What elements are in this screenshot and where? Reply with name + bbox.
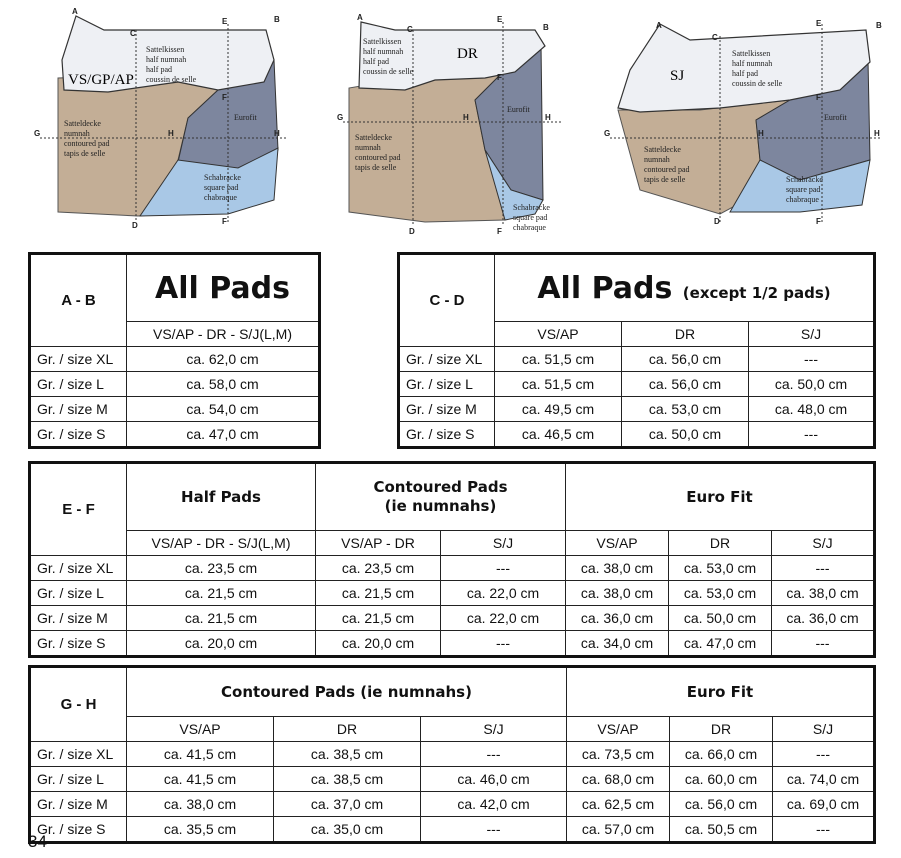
top-label-2: half numnah xyxy=(363,47,404,56)
contoured-label-1: Satteldecke xyxy=(644,145,681,154)
table-g-h xyxy=(28,665,876,844)
point-c: C xyxy=(712,33,718,42)
table-row: Gr. / size S ca. 20,0 cm ca. 20,0 cm --- ca. 34,0 cm ca. 47,0 cm --- xyxy=(30,631,875,657)
point-e: E xyxy=(222,17,228,26)
point-d: D xyxy=(409,227,415,236)
corner-label: E - F xyxy=(30,463,127,556)
table-row: Gr. / size S ca. 46,5 cm ca. 50,0 cm --- xyxy=(399,422,875,448)
saddle-pad-diagram-dr xyxy=(335,0,565,240)
point-a: A xyxy=(72,7,78,16)
point-e: E xyxy=(497,15,503,24)
contoured-label-1: Satteldecke xyxy=(64,119,101,128)
contoured-label-3: contoured pad xyxy=(64,139,110,148)
table-c-d xyxy=(397,252,876,449)
contoured-label-2: numnah xyxy=(355,143,381,152)
point-g: G xyxy=(604,129,611,138)
point-a: A xyxy=(656,21,662,30)
top-label-4: coussin de selle xyxy=(146,75,197,84)
group-header-contoured: Contoured Pads (ie numnahs) xyxy=(316,463,566,531)
table-row: Gr. / size L ca. 51,5 cm ca. 56,0 cm ca. 50,0 cm xyxy=(399,372,875,397)
table-row: Gr. / size M ca. 54,0 cm xyxy=(30,397,320,422)
square-label-2: square pad xyxy=(513,213,548,222)
table-a-b xyxy=(28,252,321,449)
top-label-4: coussin de selle xyxy=(363,67,414,76)
column-header: VS/AP - DR - S/J(L,M) xyxy=(127,531,316,556)
table-row: Gr. / size XL ca. 62,0 cm xyxy=(30,347,320,372)
top-label-4: coussin de selle xyxy=(732,79,783,88)
top-label-1: Sattelkissen xyxy=(732,49,771,58)
contoured-label-3: contoured pad xyxy=(355,153,401,162)
point-f: F xyxy=(222,93,227,102)
table-row: Gr. / size S ca. 35,5 cm ca. 35,0 cm --- ca. 57,0 cm ca. 50,5 cm --- xyxy=(30,817,875,843)
corner-label: C - D xyxy=(399,254,495,347)
group-header-euro-fit: Euro Fit xyxy=(567,667,875,717)
column-header: S/J xyxy=(749,322,875,347)
eurofit-label: Eurofit xyxy=(234,113,257,122)
point-b: B xyxy=(274,15,280,24)
column-header: DR xyxy=(670,717,773,742)
diagram-name: VS/GP/AP xyxy=(68,72,134,88)
point-f2: F xyxy=(222,217,227,226)
table-row: Gr. / size L ca. 41,5 cm ca. 38,5 cm ca. 46,0 cm ca. 68,0 cm ca. 60,0 cm ca. 74,0 cm xyxy=(30,767,875,792)
point-a: A xyxy=(357,13,363,22)
contoured-label-4: tapis de selle xyxy=(64,149,106,158)
square-label-1: Schabracke xyxy=(513,203,550,212)
top-label-3: half pad xyxy=(363,57,389,66)
contoured-label-3: contoured pad xyxy=(644,165,690,174)
contoured-label-1: Satteldecke xyxy=(355,133,392,142)
column-header: S/J xyxy=(421,717,567,742)
corner-label: G - H xyxy=(30,667,127,742)
table-e-f xyxy=(28,461,876,658)
point-c: C xyxy=(407,25,413,34)
table-row: Gr. / size M ca. 21,5 cm ca. 21,5 cm ca. 22,0 cm ca. 36,0 cm ca. 50,0 cm ca. 36,0 cm xyxy=(30,606,875,631)
top-label-3: half pad xyxy=(146,65,172,74)
corner-label: A - B xyxy=(30,254,127,347)
point-d: D xyxy=(132,221,138,230)
top-label-1: Sattelkissen xyxy=(146,45,185,54)
point-h: H xyxy=(168,129,174,138)
group-header-half-pads: Half Pads xyxy=(127,463,316,531)
column-header: S/J xyxy=(772,531,875,556)
diagram-name: DR xyxy=(457,46,478,62)
table-row: Gr. / size XL ca. 41,5 cm ca. 38,5 cm --- ca. 73,5 cm ca. 66,0 cm --- xyxy=(30,742,875,767)
square-label-3: chabraque xyxy=(204,193,237,202)
point-b: B xyxy=(876,21,882,30)
square-label-1: Schabracke xyxy=(204,173,241,182)
table-row: Gr. / size M ca. 49,5 cm ca. 53,0 cm ca. 48,0 cm xyxy=(399,397,875,422)
diagram-name: SJ xyxy=(670,68,685,84)
table-title: All Pads (except 1/2 pads) xyxy=(495,254,875,322)
column-header: VS/AP - DR - S/J(L,M) xyxy=(127,322,320,347)
point-h2: H xyxy=(274,129,280,138)
top-label-2: half numnah xyxy=(732,59,773,68)
point-h2: H xyxy=(874,129,880,138)
table-row: Gr. / size XL ca. 23,5 cm ca. 23,5 cm --- ca. 38,0 cm ca. 53,0 cm --- xyxy=(30,556,875,581)
point-e: E xyxy=(816,19,822,28)
table-row: Gr. / size XL ca. 51,5 cm ca. 56,0 cm --- xyxy=(399,347,875,372)
contoured-label-2: numnah xyxy=(644,155,670,164)
table-row: Gr. / size M ca. 38,0 cm ca. 37,0 cm ca. 42,0 cm ca. 62,5 cm ca. 56,0 cm ca. 69,0 cm xyxy=(30,792,875,817)
column-header: S/J xyxy=(773,717,875,742)
point-f2: F xyxy=(816,217,821,226)
top-label-3: half pad xyxy=(732,69,758,78)
point-f: F xyxy=(497,73,502,82)
point-h2: H xyxy=(545,113,551,122)
square-label-2: square pad xyxy=(786,185,821,194)
contoured-label-2: numnah xyxy=(64,129,90,138)
table-title: All Pads xyxy=(127,254,320,322)
point-f: F xyxy=(816,93,821,102)
table-row: Gr. / size S ca. 47,0 cm xyxy=(30,422,320,448)
top-label-2: half numnah xyxy=(146,55,187,64)
contoured-label-4: tapis de selle xyxy=(644,175,686,184)
eurofit-label: Eurofit xyxy=(507,105,530,114)
saddle-pad-diagram-sj xyxy=(600,0,890,240)
eurofit-label: Eurofit xyxy=(824,113,847,122)
point-h: H xyxy=(463,113,469,122)
point-g: G xyxy=(34,129,41,138)
point-g: G xyxy=(337,113,344,122)
point-f2: F xyxy=(497,227,502,236)
page-number: 34 xyxy=(28,832,47,851)
point-d: D xyxy=(714,217,720,226)
column-header: DR xyxy=(669,531,772,556)
title-note: (except 1/2 pads) xyxy=(682,283,831,302)
group-header-contoured: Contoured Pads (ie numnahs) xyxy=(127,667,567,717)
square-label-3: chabraque xyxy=(786,195,819,204)
column-header: S/J xyxy=(441,531,566,556)
column-header: VS/AP xyxy=(567,717,670,742)
square-label-1: Schabracke xyxy=(786,175,823,184)
column-header: VS/AP - DR xyxy=(316,531,441,556)
square-label-3: chabraque xyxy=(513,223,546,232)
contoured-label-4: tapis de selle xyxy=(355,163,397,172)
point-h: H xyxy=(758,129,764,138)
top-label-1: Sattelkissen xyxy=(363,37,402,46)
square-label-2: square pad xyxy=(204,183,239,192)
point-c: C xyxy=(130,29,136,38)
column-header: VS/AP xyxy=(495,322,622,347)
column-header: VS/AP xyxy=(566,531,669,556)
table-row: Gr. / size L ca. 21,5 cm ca. 21,5 cm ca. 22,0 cm ca. 38,0 cm ca. 53,0 cm ca. 38,0 cm xyxy=(30,581,875,606)
column-header: DR xyxy=(622,322,749,347)
saddle-pad-diagram-vsgpap xyxy=(28,0,290,240)
column-header: VS/AP xyxy=(127,717,274,742)
group-header-euro-fit: Euro Fit xyxy=(566,463,875,531)
table-row: Gr. / size L ca. 58,0 cm xyxy=(30,372,320,397)
point-b: B xyxy=(543,23,549,32)
column-header: DR xyxy=(274,717,421,742)
